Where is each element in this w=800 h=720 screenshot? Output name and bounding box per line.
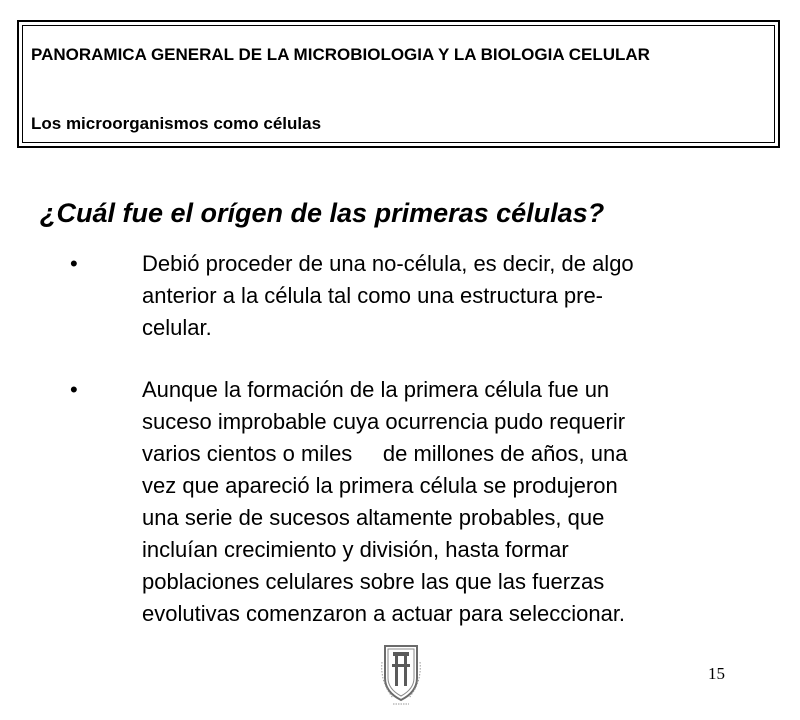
slide-question: ¿Cuál fue el orígen de las primeras células? [40, 198, 605, 228]
bullet-line: evolutivas comenzaron a actuar para seleccionar. [142, 601, 626, 626]
bullet-line: poblaciones celulares sobre las que las fuerzas [142, 569, 605, 594]
bullet-line: Aunque la formación de la primera célula fue un [142, 377, 610, 402]
header-title: PANORAMICA GENERAL DE LA MICROBIOLOGIA Y LA BIOLOGIA CELULAR [31, 45, 650, 64]
bullet-text [142, 374, 742, 630]
bullet-text [142, 248, 742, 344]
bullet-line: Debió proceder de una no-célula, es decir, de algo [142, 251, 634, 276]
bullet-marker: • [70, 251, 78, 276]
university-crest-icon [379, 642, 423, 708]
bullet-line: suceso improbable cuya ocurrencia pudo requerir [142, 409, 626, 434]
page-number: 15 [708, 664, 725, 683]
header-subtitle: Los microorganismos como células [31, 114, 322, 133]
bullet-line: anterior a la célula tal como una estructura pre- [142, 283, 604, 308]
bullet-line: celular. [142, 315, 212, 340]
bullet-line: varios cientos o miles de millones de años, una [142, 441, 628, 466]
bullet-line: vez que apareció la primera célula se produjeron [142, 473, 618, 498]
bullet-line: una serie de sucesos altamente probables, que [142, 505, 605, 530]
bullet-marker: • [70, 377, 78, 402]
bullet-line: incluían crecimiento y división, hasta formar [142, 537, 569, 562]
